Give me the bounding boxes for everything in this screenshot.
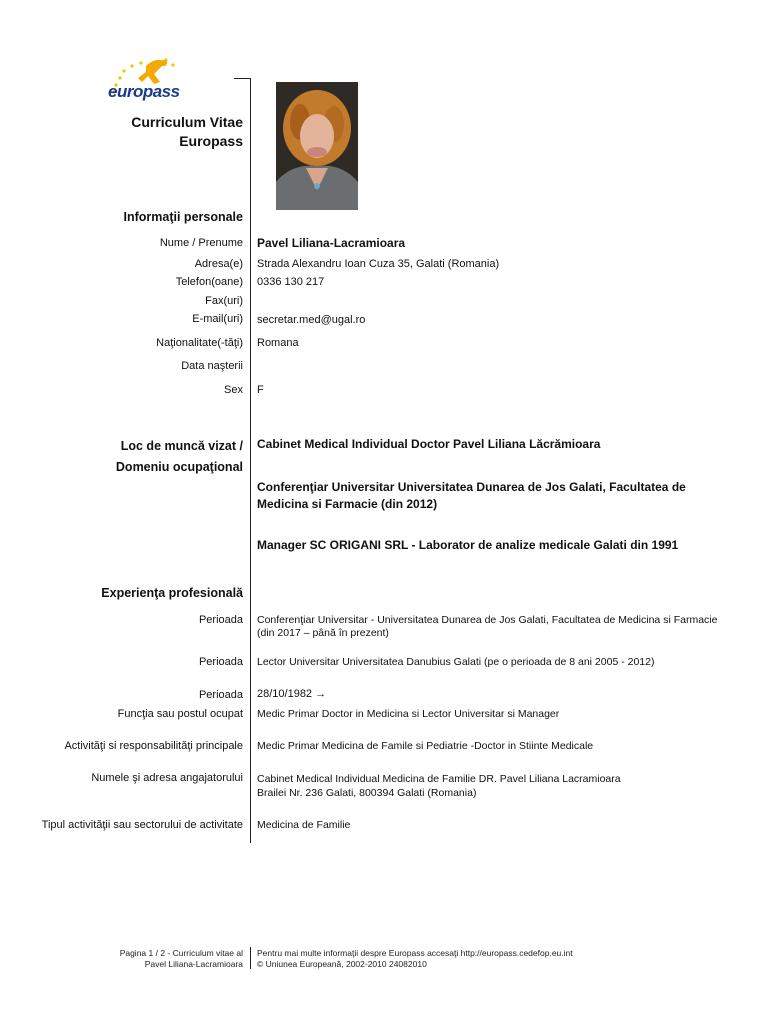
document-title [131, 113, 243, 151]
period-label-1: Perioada [198, 614, 243, 626]
footer-divider [250, 947, 251, 969]
name-value: Pavel Liliana-Lacramioara [257, 236, 406, 250]
occupation-heading-line1: Loc de muncă vizat / [120, 439, 243, 453]
employer-label: Numele şi adresa angajatorului [91, 772, 243, 784]
nationality-label: Naţionalitate(-tăţi) [156, 337, 243, 349]
employer-line2: Brailei Nr. 236 Galati, 800394 Galati (Romania) [257, 787, 477, 799]
employer-line1: Cabinet Medical Individual Medicina de Familie DR. Pavel Liliana Lacramioara [257, 773, 621, 785]
profile-photo [276, 82, 358, 210]
occupation-item-2-line2: Medicina si Farmacie (din 2012) [257, 497, 438, 511]
footer-left-line2: Pavel Liliana-Lacramioara [144, 959, 243, 969]
activities-value: Medic Primar Medicina de Famile si Pediatrie -Doctor in Stiinte Medicale [257, 740, 594, 752]
occupation-item-2 [257, 479, 686, 513]
footer-left [120, 948, 243, 970]
footer-left-line1: Pagina 1 / 2 - Curriculum vitae al [119, 948, 243, 958]
title-line1: Curriculum Vitae [131, 114, 243, 130]
logo-text: europass [108, 82, 180, 101]
address-label: Adresa(e) [194, 258, 243, 270]
occupation-item-1: Cabinet Medical Individual Doctor Pavel Liliana Lăcrămioara [257, 437, 601, 451]
employer-value [257, 772, 621, 800]
period-1-line2: (din 2017 – până în prezent) [257, 627, 389, 639]
sex-label: Sex [224, 384, 243, 396]
portrait-image [276, 82, 358, 210]
name-label: Nume / Prenume [159, 237, 243, 249]
occupation-item-3: Manager SC ORIGANI SRL - Laborator de analize medicale Galati din 1991 [257, 538, 679, 552]
function-value: Medic Primar Doctor in Medicina si Lector Universitar si Manager [257, 708, 560, 720]
footer-right [257, 948, 573, 970]
title-line2: Europass [179, 133, 243, 149]
address-value: Strada Alexandru Ioan Cuza 35, Galati (Romania) [257, 258, 500, 270]
europass-logo [108, 52, 188, 102]
activities-label: Activităţi si responsabilităţi principale [64, 740, 243, 752]
phone-label: Telefon(oane) [175, 276, 243, 288]
period-value-1 [257, 614, 717, 640]
sector-label: Tipul activităţii sau sectorului de activitate [41, 819, 243, 831]
footer-right-line1: Pentru mai multe informaţii despre Europass accesaţi http://europass.cedefop.eu.int [257, 948, 573, 958]
phone-value: 0336 130 217 [257, 276, 325, 288]
occupation-heading [116, 436, 243, 478]
fax-label: Fax(uri) [205, 295, 243, 307]
sex-value: F [257, 384, 264, 396]
period-value-2: Lector Universitar Universitatea Danubius Galati (pe o perioada de 8 ani 2005 - 2012) [257, 656, 655, 668]
function-label: Funcţia sau postul ocupat [117, 708, 243, 720]
personal-info-heading: Informaţii personale [123, 210, 243, 224]
sector-value: Medicina de Familie [257, 819, 351, 831]
period-value-3: 28/10/1982 → [257, 688, 327, 700]
vertical-divider [250, 78, 251, 843]
period-label-2: Perioada [198, 656, 243, 668]
occupation-heading-line2: Domeniu ocupaţional [115, 460, 243, 474]
occupation-item-2-line1: Conferenţiar Universitar Universitatea Dunarea de Jos Galati, Facultatea de [257, 480, 686, 494]
period-1-line1: Conferenţiar Universitar - Universitatea Dunarea de Jos Galati, Facultatea de Medicina si Farmacie [257, 614, 718, 626]
email-label: E-mail(uri) [192, 313, 243, 325]
experience-heading: Experienţa profesională [101, 586, 243, 600]
footer-right-line2: © Uniunea Europeană, 2002-2010 24082010 [257, 959, 427, 969]
birth-date-label: Data naşterii [181, 360, 243, 372]
nationality-value: Romana [257, 337, 299, 349]
email-value: secretar.med@ugal.ro [257, 314, 366, 326]
period-label-3: Perioada [198, 689, 243, 701]
divider-tick [234, 78, 251, 79]
